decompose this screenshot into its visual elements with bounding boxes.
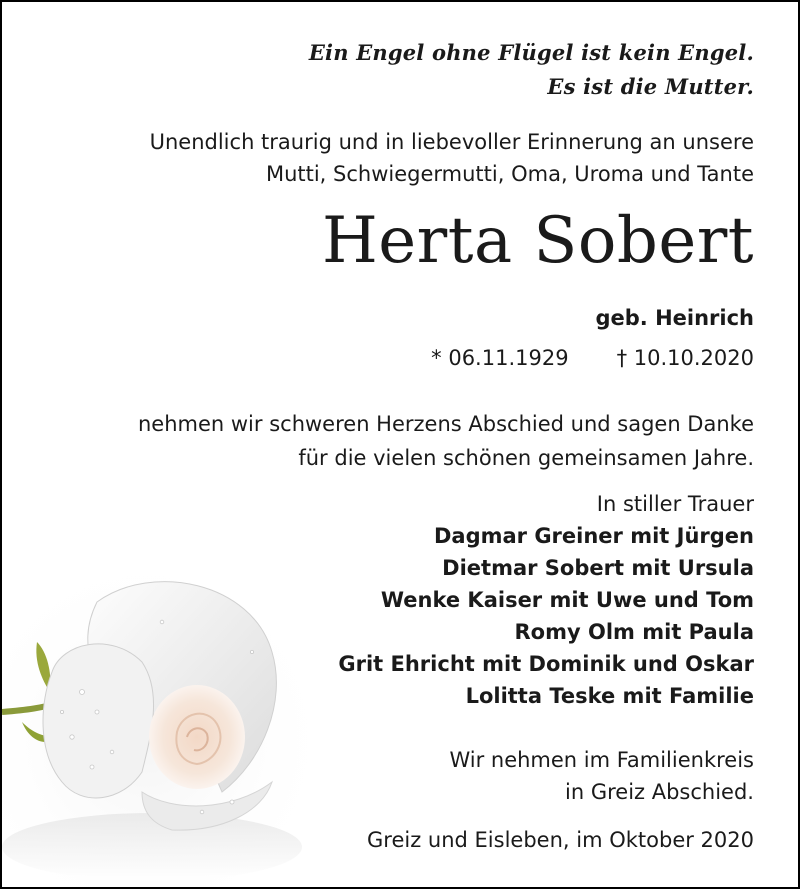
farewell-line-1: nehmen wir schweren Herzens Abschied und sagen Danke bbox=[137, 412, 754, 436]
mourners-heading: In stiller Trauer bbox=[596, 492, 754, 516]
life-dates bbox=[431, 346, 754, 370]
closing-place-date: Greiz und Eisleben, im Oktober 2020 bbox=[367, 828, 754, 852]
mourner-name: Lolitta Teske mit Familie bbox=[465, 684, 754, 708]
white-rose-image bbox=[2, 562, 322, 887]
notice-line-1: Wir nehmen im Familienkreis bbox=[449, 748, 754, 772]
deceased-name: Herta Sobert bbox=[321, 204, 754, 278]
intro-line-1: Unendlich traurig und in liebevoller Erinnerung an unsere bbox=[149, 130, 754, 154]
farewell-line-2: für die vielen schönen gemeinsamen Jahre. bbox=[298, 446, 754, 470]
mourner-name: Romy Olm mit Paula bbox=[514, 620, 754, 644]
birth-date: * 06.11.1929 bbox=[431, 346, 569, 370]
mourner-name: Grit Ehricht mit Dominik und Oskar bbox=[338, 652, 754, 676]
mourner-name: Wenke Kaiser mit Uwe und Tom bbox=[380, 588, 754, 612]
quote-line-1: Ein Engel ohne Flügel ist kein Engel. bbox=[308, 40, 754, 65]
notice-line-2: in Greiz Abschied. bbox=[565, 780, 754, 804]
mourner-name: Dagmar Greiner mit Jürgen bbox=[433, 524, 754, 548]
mourner-name: Dietmar Sobert mit Ursula bbox=[442, 556, 754, 580]
quote-line-2: Es ist die Mutter. bbox=[547, 74, 754, 99]
intro-line-2: Mutti, Schwiegermutti, Oma, Uroma und Tante bbox=[265, 162, 754, 186]
death-date: † 10.10.2020 bbox=[616, 346, 754, 370]
birth-name: geb. Heinrich bbox=[595, 306, 754, 330]
